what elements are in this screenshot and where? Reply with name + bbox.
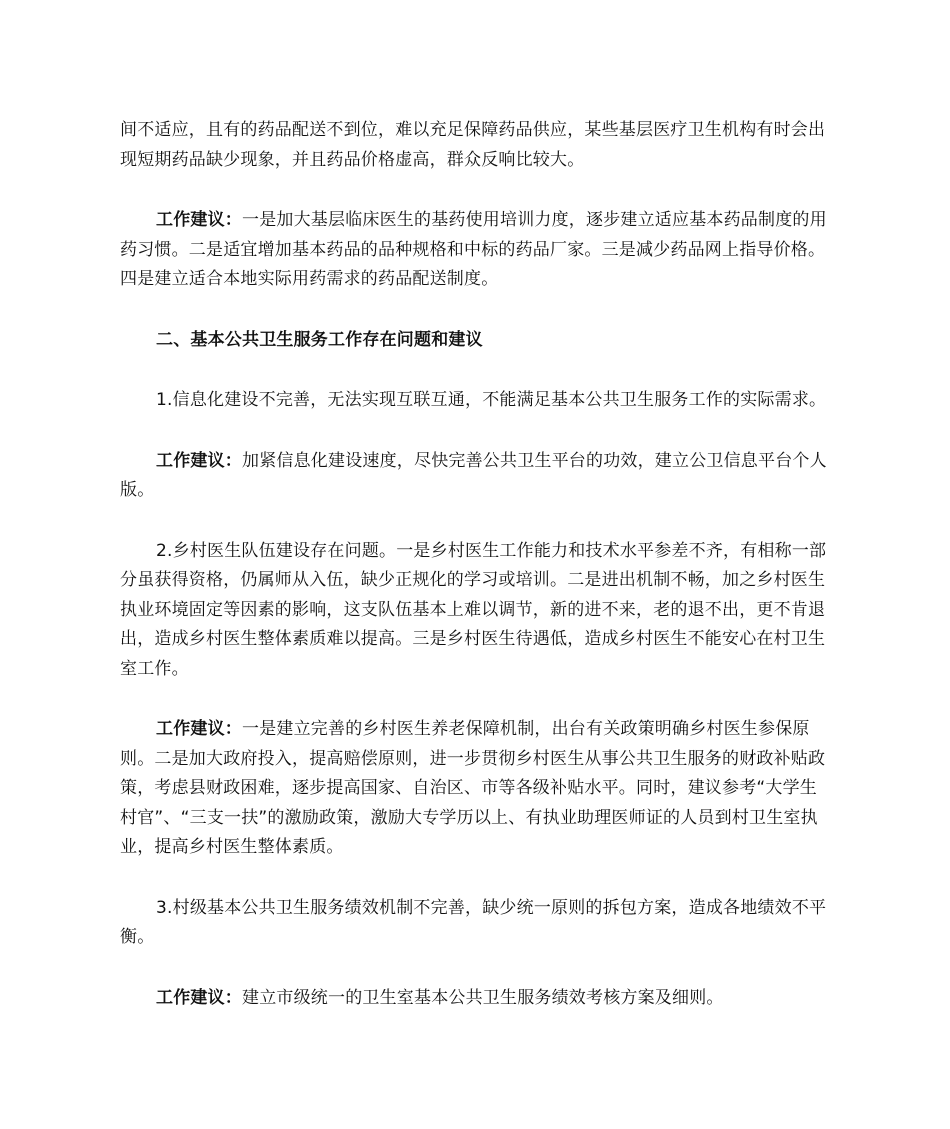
suggestion-lead: 工作建议： (156, 719, 242, 739)
paragraph-continuation: 间不适应，且有的药品配送不到位，难以充足保障药品供应，某些基层医疗卫生机构有时会出现短期药品缺少现象，并且药品价格虚高，群众反响比较大。 (120, 120, 826, 170)
suggestion-lead: 工作建议： (156, 987, 242, 1008)
suggestion-text: 加紧信息化建设速度，尽快完善公共卫生平台的功效，建立公卫信息平台个人版。 (120, 450, 827, 500)
suggestion-lead: 工作建议： (156, 450, 242, 471)
section-heading: 二、基本公共卫生服务工作存在问题和建议 (156, 329, 483, 350)
suggestion-text: 建立市级统一的卫生室基本公共卫生服务绩效考核方案及细则。 (242, 987, 724, 1008)
paragraph-drug-suggestion (120, 206, 832, 295)
paragraph-issue-1: 1.信息化建设不完善，无法实现互联互通，不能满足基本公共卫生服务工作的实际需求。 (156, 390, 827, 410)
paragraph-suggestion-3 (120, 984, 832, 1014)
paragraph-suggestion-2 (120, 715, 832, 863)
paragraph-issue-2: 2.乡村医生队伍建设存在问题。一是乡村医生工作能力和技术水平参差不齐，有相称一部分虽获得资格，仍属师从入伍，缺少正规化的学习或培训。二是进出机制不畅，加之乡村医生执业环境固定等因素的影响，这支队伍基本上难以调节，新的进不来，老的退不出，更不肯退出，造成乡村医生整体素质难以提高。三是乡村医生待遇低，造成乡村医生不能安心在村卫生室工作。 (120, 540, 827, 679)
suggestion-text: 一是加大基层临床医生的基药使用培训力度，逐步建立适应基本药品制度的用药习惯。二是适宜增加基本药品的品种规格和中标的药品厂家。三是减少药品网上指导价格。四是建立适合本地实际用药需求的药品配送制度。 (120, 210, 827, 289)
suggestion-lead: 工作建议： (156, 210, 242, 230)
paragraph-issue-3: 3.村级基本公共卫生服务绩效机制不完善，缺少统一原则的拆包方案，造成各地绩效不平衡。 (120, 897, 827, 947)
paragraph-suggestion-1 (120, 447, 832, 506)
suggestion-text: 一是建立完善的乡村医生养老保障机制，出台有关政策明确乡村医生参保原则。二是加大政府投入，提高赔偿原则，进一步贯彻乡村医生从事公共卫生服务的财政补贴政策，考虑县财政困难，逐步提高国家、自治区、市等各级补贴水平。同时，建议参考“大学生村官”、“三支一扶”的激励政策，激励大专学历以上、有执业助理医师证的人员到村卫生室执业，提高乡村医生整体素质。 (120, 719, 826, 857)
document-page (120, 116, 832, 1044)
